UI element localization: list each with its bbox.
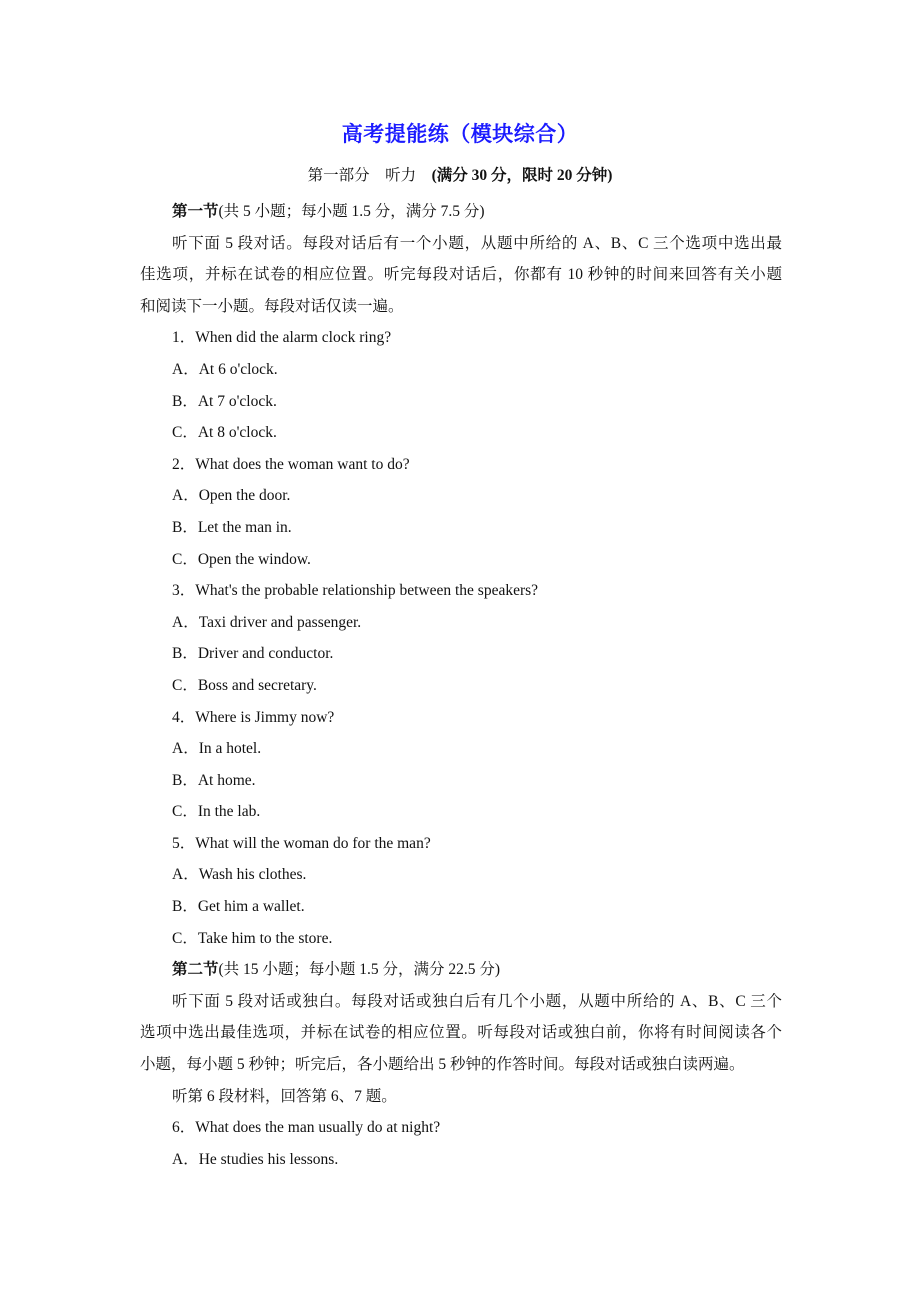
question: 1．When did the alarm clock ring? [172, 329, 392, 347]
answer-option: C．In the lab. [172, 803, 261, 821]
answer-option: C．Boss and secretary. [172, 676, 317, 694]
answer-option: A．Wash his clothes. [172, 866, 307, 884]
answer-option: B．Driver and conductor. [172, 645, 334, 663]
instruction-line: 佳选项，并标在试卷的相应位置。听完每段对话后，你都有 10 秒钟的时间来回答有关小题 [140, 266, 782, 284]
answer-option: C．Take him to the store. [172, 929, 333, 947]
question: 5．What will the woman do for the man? [172, 834, 431, 852]
question: 3．What's the probable relationship between the speakers? [172, 582, 539, 600]
answer-option: B．Let the man in. [172, 518, 292, 536]
answer-option: A．Taxi driver and passenger. [172, 613, 362, 631]
answer-option: A．At 6 o'clock. [172, 360, 278, 378]
document-body [140, 196, 782, 1175]
section-title: 第一节 [172, 203, 219, 220]
instruction-line: 和阅读下一小题。每段对话仅读一遍。 [140, 297, 404, 315]
instruction-line: 听下面 5 段对话。每段对话后有一个小题，从题中所给的 A、B、C 三个选项中选出最 [172, 234, 782, 252]
section-heading [140, 954, 782, 986]
answer-option: A．In a hotel. [172, 740, 262, 758]
part-score: (满分 30 分，限时 20 分钟) [431, 167, 613, 184]
answer-option: B．At home. [172, 771, 256, 789]
section-note: (共 15 小题；每小题 1.5 分，满分 22.5 分) [218, 961, 501, 979]
question: 4．Where is Jimmy now? [172, 708, 335, 726]
section-title: 第二节 [172, 961, 219, 979]
document-title: 高考提能练（模块综合） [341, 122, 579, 146]
question: 6．What does the man usually do at night? [172, 1119, 441, 1137]
instruction-line: 选项中选出最佳选项，并标在试卷的相应位置。听每段对话或独白前，你将有时间阅读各个 [140, 1024, 782, 1042]
answer-option: B．Get him a wallet. [172, 898, 305, 916]
answer-option: C．At 8 o'clock. [172, 424, 277, 442]
answer-option: C．Open the window. [172, 550, 311, 568]
instruction-line: 听下面 5 段对话或独白。每段对话或独白后有几个小题，从题中所给的 A、B、C 三个 [172, 992, 782, 1010]
part-label: 第一部分 听力 [307, 167, 417, 184]
material-note: 听第 6 段材料，回答第 6、7 题。 [172, 1087, 397, 1105]
answer-option: A．He studies his lessons. [172, 1150, 339, 1168]
question: 2．What does the woman want to do? [172, 455, 410, 473]
instruction-line: 小题，每小题 5 秒钟；听完后，各小题给出 5 秒钟的作答时间。每段对话或独白读两遍。 [140, 1056, 745, 1074]
answer-option: B．At 7 o'clock. [172, 392, 277, 410]
section-heading [140, 196, 782, 228]
section-note: (共 5 小题；每小题 1.5 分，满分 7.5 分) [218, 203, 485, 220]
answer-option: A．Open the door. [172, 487, 291, 505]
part-heading [0, 163, 920, 185]
